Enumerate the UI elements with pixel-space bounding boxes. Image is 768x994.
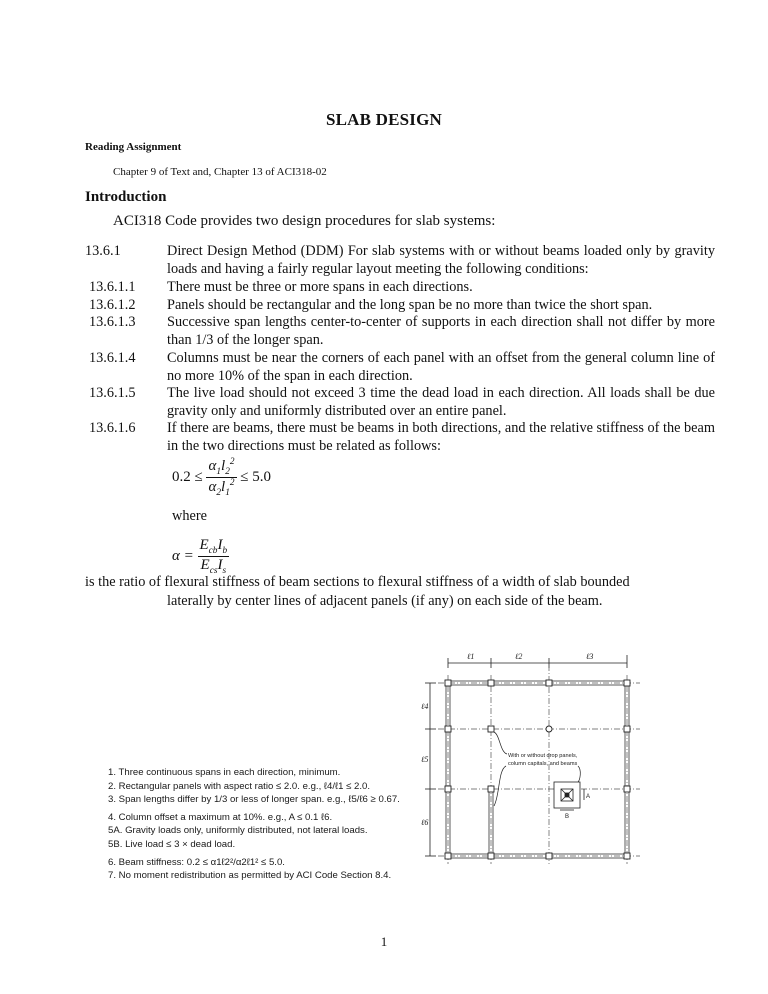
alpha-fraction [198,537,230,576]
clause-13-6-1-3 [85,314,715,349]
clause-text: There must be three or more spans in each directions. [167,279,473,295]
stiffness-formula [172,457,271,498]
span-label-l4: ℓ4 [421,702,429,711]
clause-13-6-1-1 [85,279,715,297]
callout-text [508,753,578,767]
alpha-denominator: $E_{cs}I_s$ [200,557,227,576]
slab-plan-diagram [420,645,665,870]
page-number: 1 [380,934,388,949]
figure-conditions-list [108,766,400,883]
drop-panel-detail [554,782,584,810]
reading-assignment-text: Chapter 9 of Text and, Chapter 13 of ACI318-02 [113,166,327,178]
list-item: 4. Column offset a maximum at 10%. e.g., A ≤ 0.1 ℓ6. [108,811,333,823]
page-title: SLAB DESIGN [325,110,443,129]
offset-label-b: B [565,814,570,820]
reading-assignment-heading: Reading Assignment [85,141,182,153]
alpha-description-line-1: is the ratio of flexural stiffness of beam sections to flexural stiffness of a width of slab bounded [85,574,630,590]
formula-numerator: $\alpha_1l_2^2$ [208,457,235,477]
clause-text: Successive span lengths center-to-center of supports in each direction shall not differ by more than 1/3 of the longer span. [167,314,715,348]
list-item: 5A. Gravity loads only, uniformly distributed, not lateral loads. [108,825,368,837]
clause-number: 13.6.1.3 [89,314,136,330]
clause-13-6-1-4 [85,350,715,385]
list-item: 3. Span lengths differ by 1/3 or less of longer span. e.g., ℓ5/ℓ6 ≥ 0.67. [108,794,400,806]
list-item: 6. Beam stiffness: 0.2 ≤ α1ℓ2²/α2ℓ1² ≤ 5.0. [108,856,285,868]
clause-text: Panels should be rectangular and the long span be no more than twice the short span. [167,297,653,313]
alpha-lhs: α = [172,547,194,564]
clause-number: 13.6.1 [85,243,121,259]
list-item: 7. No moment redistribution as permitted by ACI Code Section 8.4. [108,870,392,882]
alpha-description [85,573,715,611]
clause-number: 13.6.1.1 [89,279,136,295]
clause-text: The live load should not exceed 3 time the dead load in each direction. All loads shall be due gravity only and uniformly distributed over an entire panel. [167,385,715,419]
span-label-l2: ℓ2 [515,652,523,661]
beams [446,681,629,858]
where-label: where [172,508,207,524]
clause-text: Columns must be near the corners of each panel with an offset from the general column line of no more 10% of the span in each direction. [167,350,715,384]
span-label-l6: ℓ6 [421,818,429,827]
list-item: 1. Three continuous spans in each direction, minimum. [108,767,341,778]
formula-upper-bound: ≤ 5.0 [240,468,271,485]
introduction-text: ACI318 Code provides two design procedures for slab systems: [113,213,496,229]
formula-lower-bound: 0.2 ≤ [172,468,203,485]
list-item: 2. Rectangular panels with aspect ratio ≤ 2.0. e.g., ℓ4/ℓ1 ≤ 2.0. [108,780,371,792]
clause-text: Direct Design Method (DDM) For slab systems with or without beams loaded only by gravity loads and having a fairly regular layout meeting the following conditions: [167,243,715,277]
columns [445,680,630,859]
clause-number: 13.6.1.2 [89,297,136,313]
alpha-description-line-2: laterally by center lines of adjacent panels (if any) on each side of the beam. [167,593,603,609]
clause-number: 13.6.1.5 [89,385,136,401]
alpha-numerator: $E_{cb}I_b$ [199,537,228,556]
introduction-heading: Introduction [85,189,167,205]
clause-number: 13.6.1.4 [89,350,136,366]
clause-number: 13.6.1.6 [89,420,136,436]
alpha-formula [172,537,229,576]
formula-fraction [206,457,236,498]
span-label-l1: ℓ1 [467,652,475,661]
clause-13-6-1-5 [85,385,715,420]
list-item: 5B. Live load ≤ 3 × dead load. [108,838,236,850]
span-label-l5: ℓ5 [421,755,429,764]
clause-13-6-1 [85,243,715,278]
offset-label-a: A [586,794,591,800]
clause-text: If there are beams, there must be beams in both directions, and the relative stiffness of the beam in the two directions must be related as follows: [167,420,715,454]
callout-line-2: column capitals, and beams [508,761,578,767]
span-label-l3: ℓ3 [586,652,594,661]
formula-denominator: $\alpha_2l_1^2$ [208,478,235,498]
callout-line-1: With or without drop panels, [508,753,578,759]
clause-13-6-1-6 [85,420,715,455]
clause-13-6-1-2 [85,297,715,315]
